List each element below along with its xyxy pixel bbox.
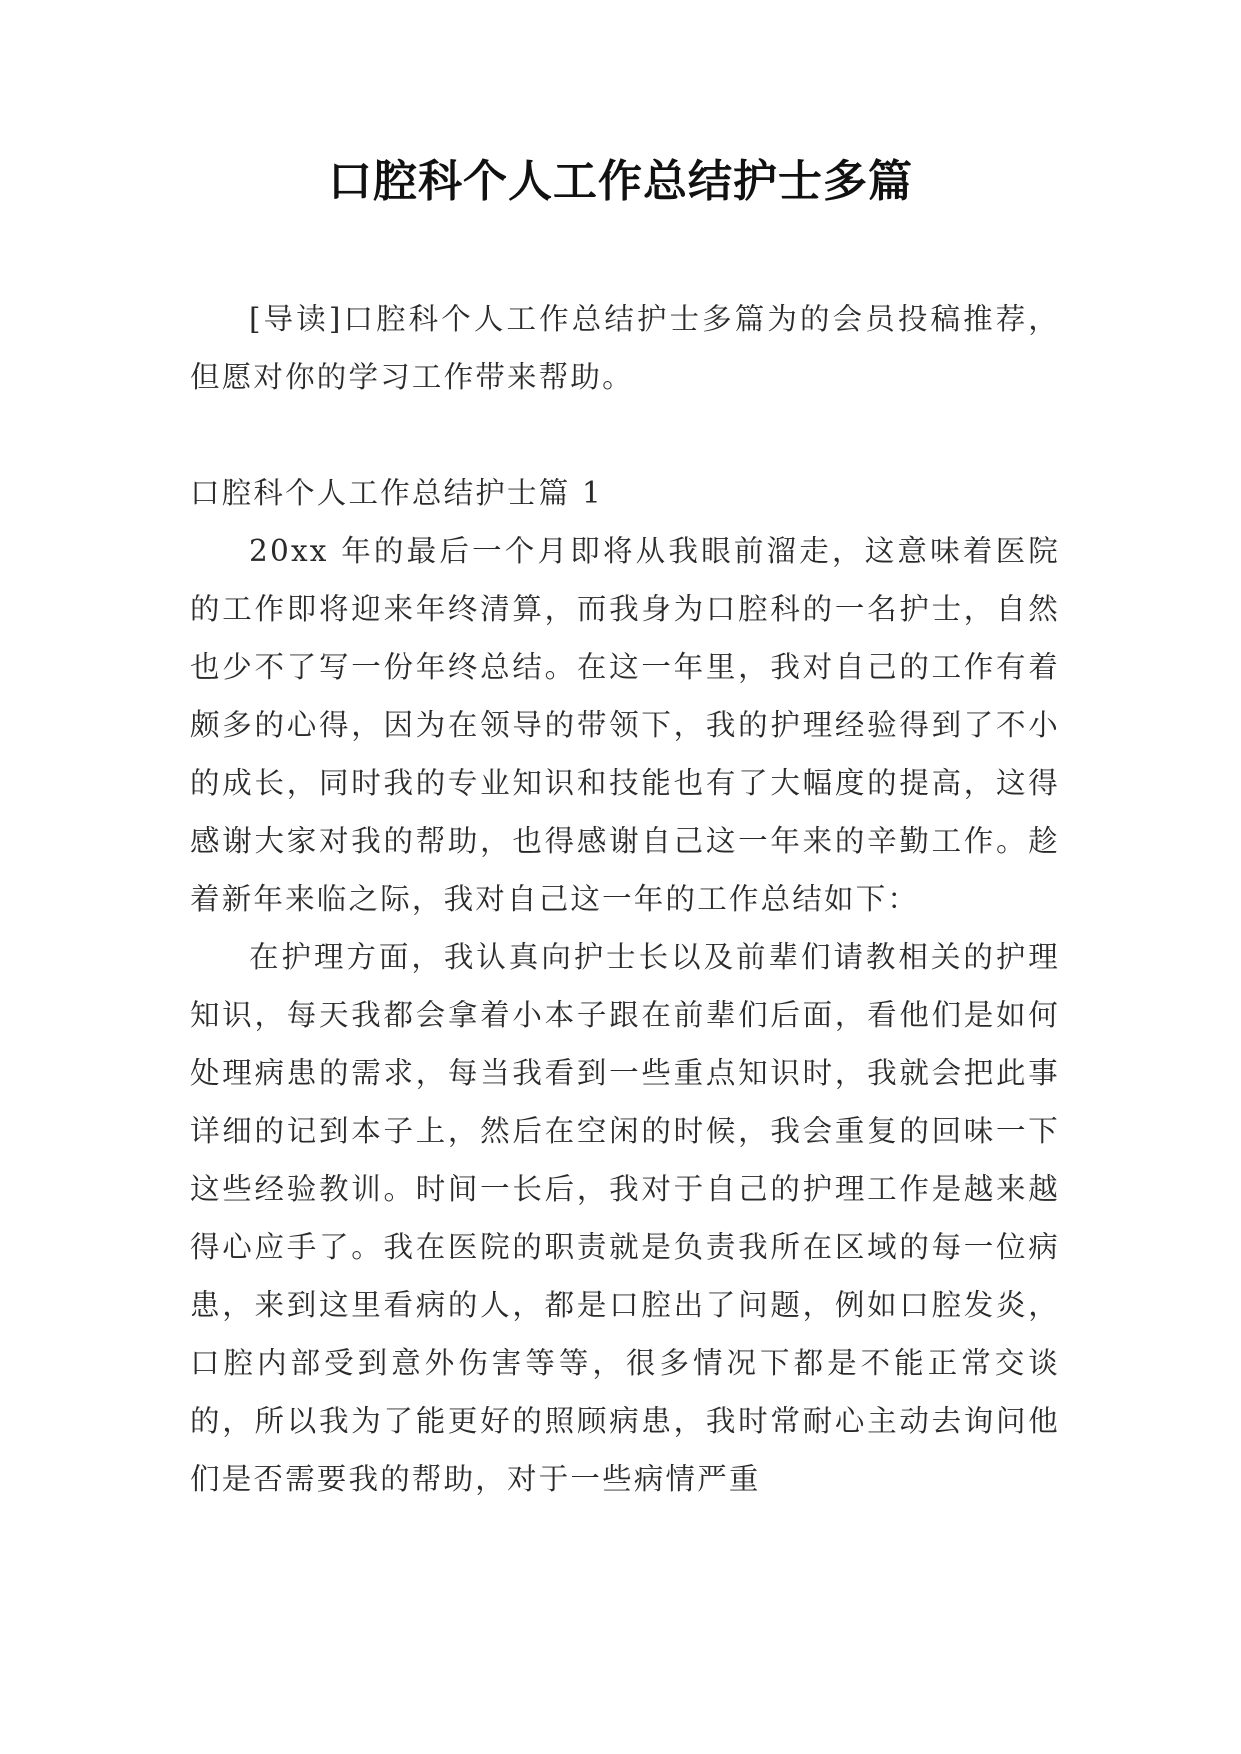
body-paragraph-2: 在护理方面，我认真向护士长以及前辈们请教相关的护理知识，每天我都会拿着小本子跟在前辈们后面，看他们是如何处理病患的需求，每当我看到一些重点知识时，我就会把此事详细的记到本子上，然后在空闲的时候，我会重复的回味一下这些经验教训。时间一长后，我对于自己的护理工作是越来越得心应手了。我在医院的职责就是负责我所在区域的每一位病患，来到这里看病的人，都是口腔出了问题，例如口腔发炎，口腔内部受到意外伤害等等，很多情况下都是不能正常交谈的，所以我为了能更好的照顾病患，我时常耐心主动去询问他们是否需要我的帮助，对于一些病情严重 bbox=[190, 940, 1060, 1496]
intro-paragraph: [导读]口腔科个人工作总结护士多篇为的会员投稿推荐，但愿对你的学习工作带来帮助。 bbox=[190, 302, 1060, 394]
document-body bbox=[190, 290, 1060, 1508]
section-heading: 口腔科个人工作总结护士篇 1 bbox=[190, 476, 603, 510]
body-paragraph-1: 20xx 年的最后一个月即将从我眼前溜走，这意味着医院的工作即将迎来年终清算，而我身为口腔科的一名护士，自然也少不了写一份年终总结。在这一年里，我对自己的工作有着颇多的心得，因为在领导的带领下，我的护理经验得到了不小的成长，同时我的专业知识和技能也有了大幅度的提高，这得感谢大家对我的帮助，也得感谢自己这一年来的辛勤工作。趁着新年来临之际，我对自己这一年的工作总结如下： bbox=[190, 534, 1060, 916]
document-title: 口腔科个人工作总结护士多篇 bbox=[328, 156, 913, 207]
